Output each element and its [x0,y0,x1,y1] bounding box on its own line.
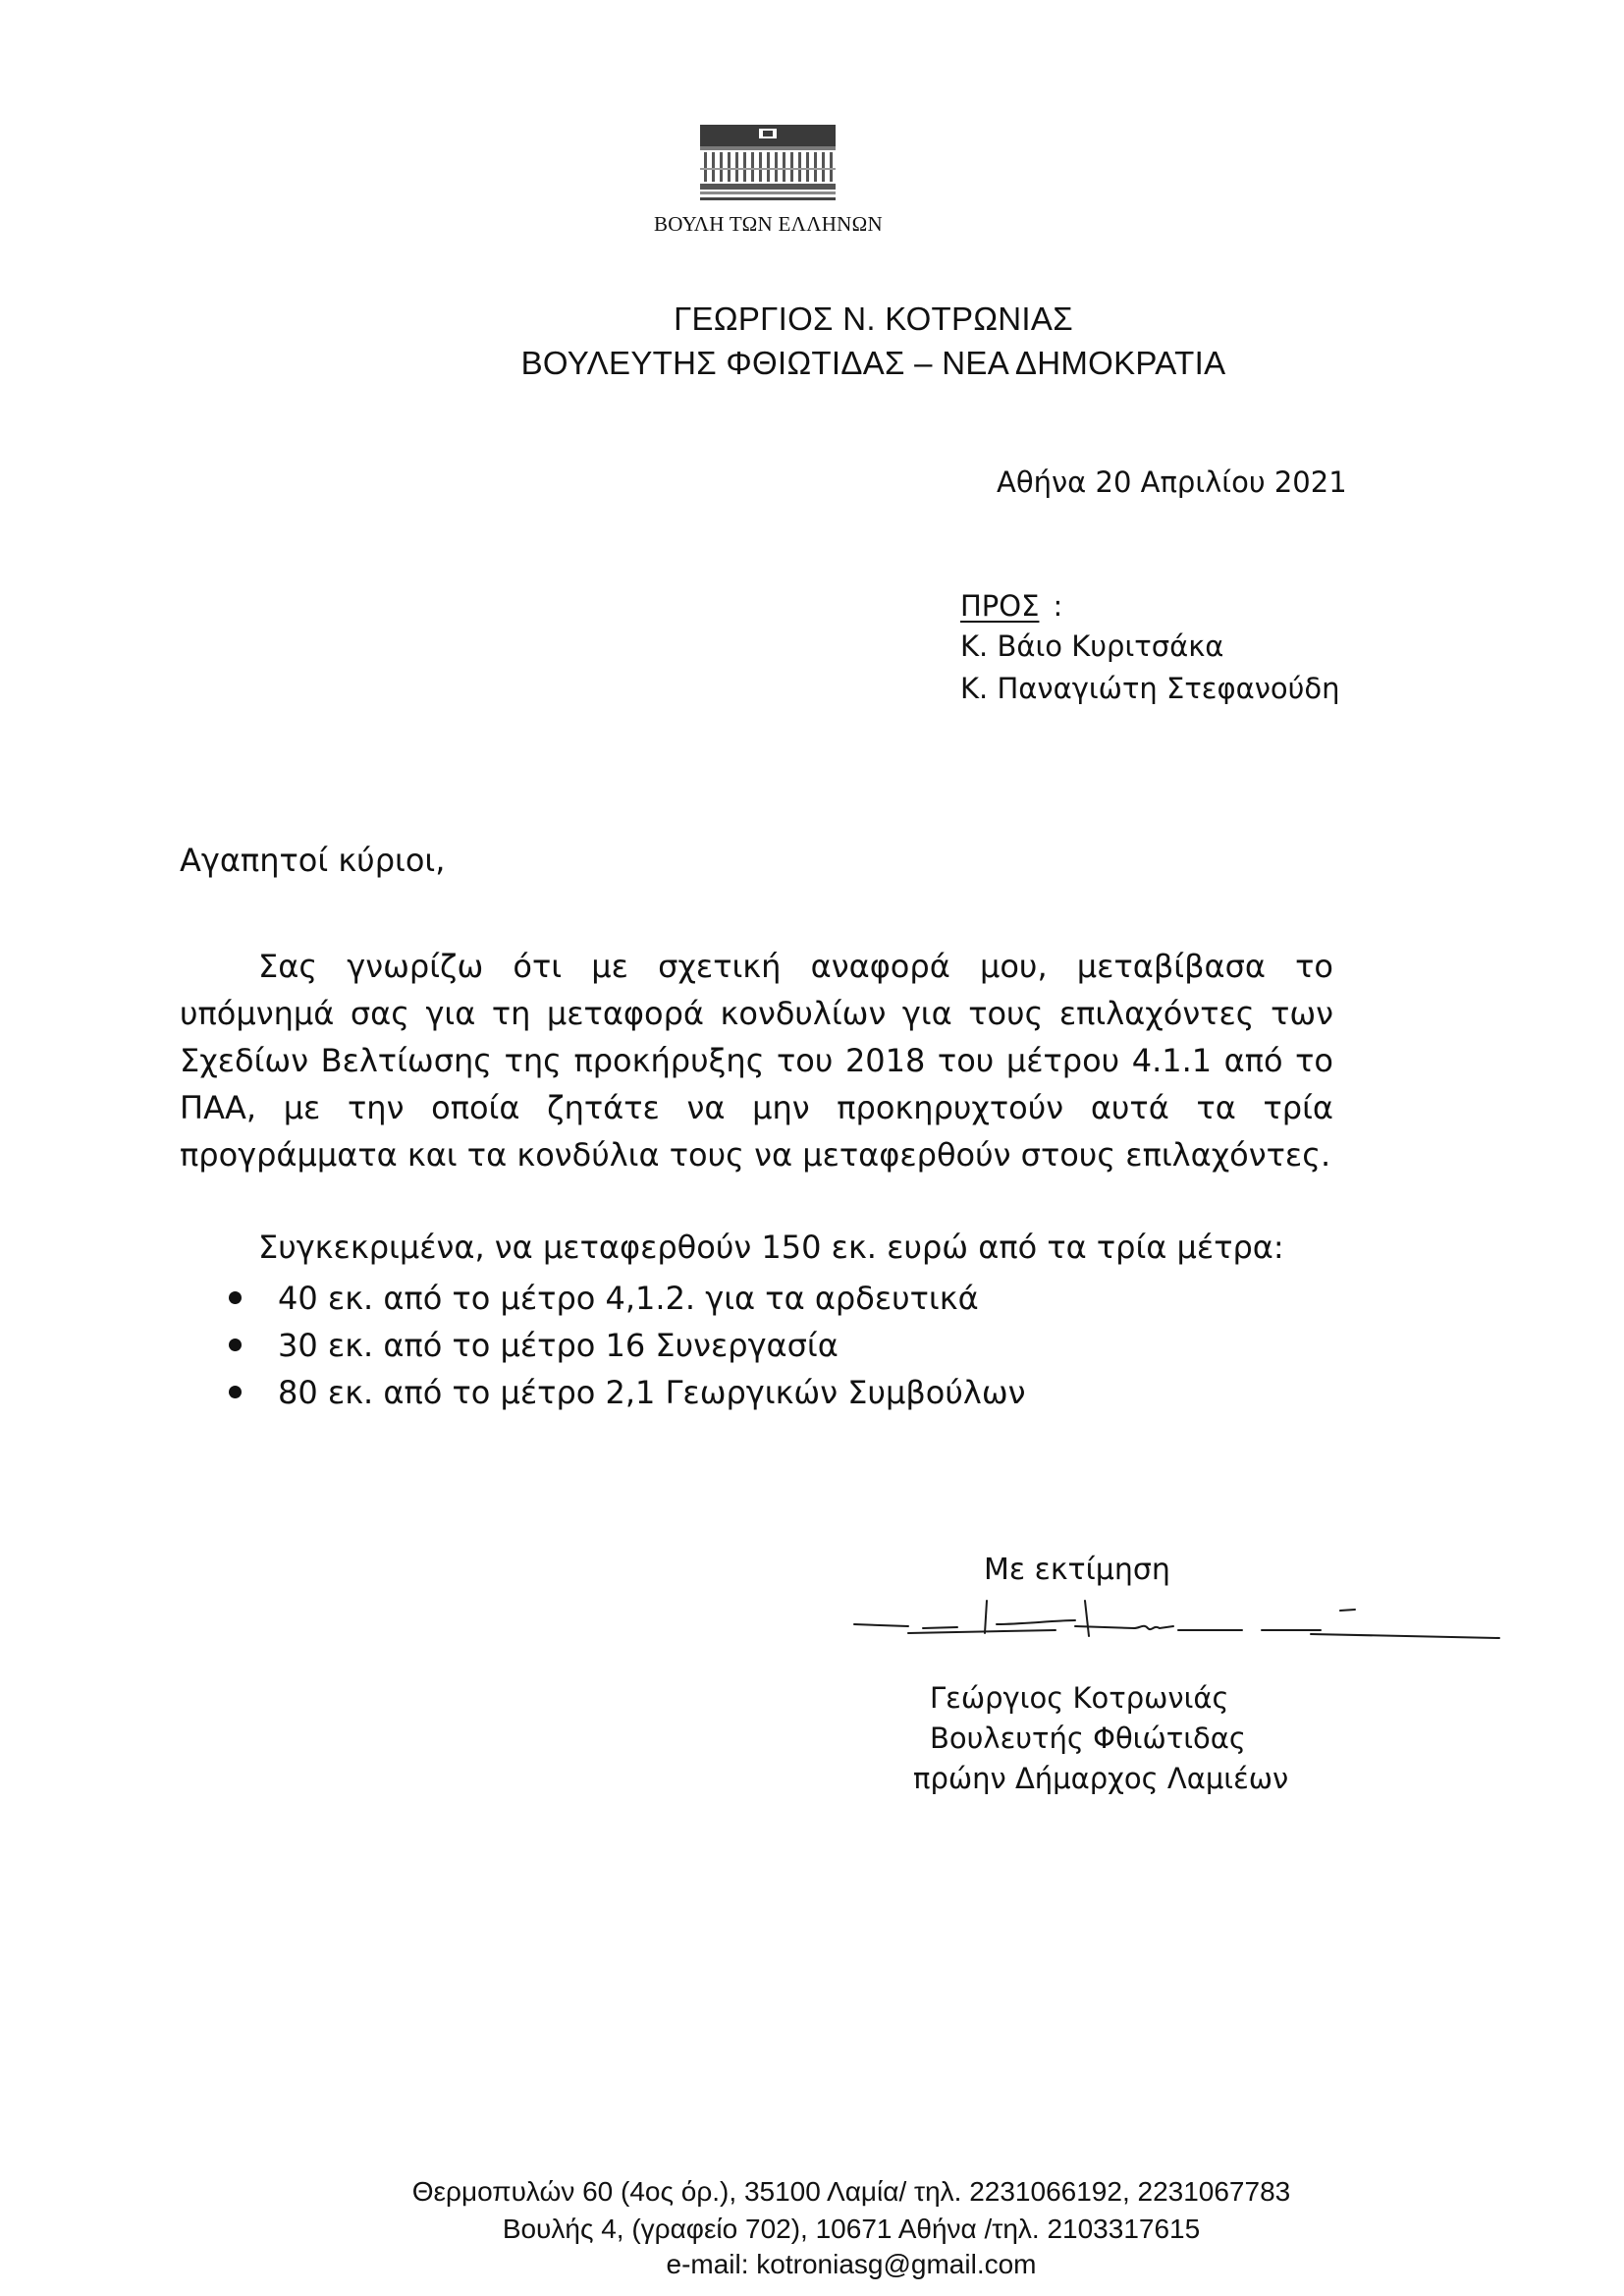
measures-list [229,1275,1025,1416]
list-item [229,1275,1025,1322]
greeting: Αγαπητοί κύριοι, [180,842,446,879]
letter-date: Αθήνα 20 Απριλίου 2021 [997,465,1347,499]
handwritten-signature [849,1589,1507,1648]
recipients-label: ΠΡΟΣ [960,589,1040,623]
bullet-icon [229,1386,242,1398]
closing-salutation: Με εκτίμηση [984,1553,1170,1587]
bullet-icon [229,1291,242,1304]
footer-address-lamia: Θερμοπυλών 60 (4ος όρ.), 35100 Λαμία/ τηλ. 2231066192, 2231067783 [411,2176,1291,2207]
list-item-text: 30 εκ. από το μέτρο 16 Συνεργασία [278,1327,839,1364]
footer-address-athens: Βουλής 4, (γραφείο 702), 10671 Αθήνα /τηλ. 2103317615 [502,2214,1201,2244]
parliament-logo [700,125,836,203]
body-paragraph: Σας γνωρίζω ότι με σχετική αναφορά μου, μεταβίβασα το υπόμνημά σας για τη μεταφορά κονδυλίων για τους επιλαχόντες των Σχεδίων Βελτίωσης της προκήρυξης του 2018 του μέτρου 4.1.1 από το ΠΑΑ, με την οποία ζητάτε να μην προκηρυχτούν αυτά τα τρία προγράμματα και τα κονδύλια τους να μεταφερθούν στους επιλαχόντες. [180,948,1333,1174]
sender-role: ΒΟΥΛΕΥΤΗΣ ΦΘΙΩΤΙΔΑΣ – ΝΕΑ ΔΗΜΟΚΡΑΤΙΑ [520,345,1226,381]
specifics-line: Συγκεκριμένα, να μεταφερθούν 150 εκ. ευρώ από τα τρία μέτρα: [258,1229,1284,1266]
signer-former-title: πρώην Δήμαρχος Λαμιέων [913,1762,1289,1795]
footer-email: e-mail: kotroniasg@gmail.com [666,2249,1037,2279]
list-item [229,1369,1025,1416]
signer-title: Βουλευτής Φθιώτιδας [930,1722,1246,1755]
sender-name: ΓΕΩΡΓΙΟΣ Ν. ΚΟΤΡΩΝΙΑΣ [674,301,1073,337]
recipients-heading [960,589,1062,623]
recipient-name: Κ. Βάιο Κυριτσάκα [960,629,1224,663]
list-item [229,1322,1025,1369]
recipient-name: Κ. Παναγιώτη Στεφανούδη [960,672,1340,705]
list-item-text: 80 εκ. από το μέτρο 2,1 Γεωργικών Συμβούλων [278,1374,1026,1411]
list-item-text: 40 εκ. από το μέτρο 4,1.2. για τα αρδευτικά [278,1280,979,1317]
signer-name: Γεώργιος Κοτρωνιάς [930,1681,1229,1715]
bullet-icon [229,1339,242,1351]
recipients-colon: : [1053,589,1063,623]
logo-caption: ΒΟΥΛΗ ΤΩΝ ΕΛΛΗΝΩΝ [653,212,884,236]
